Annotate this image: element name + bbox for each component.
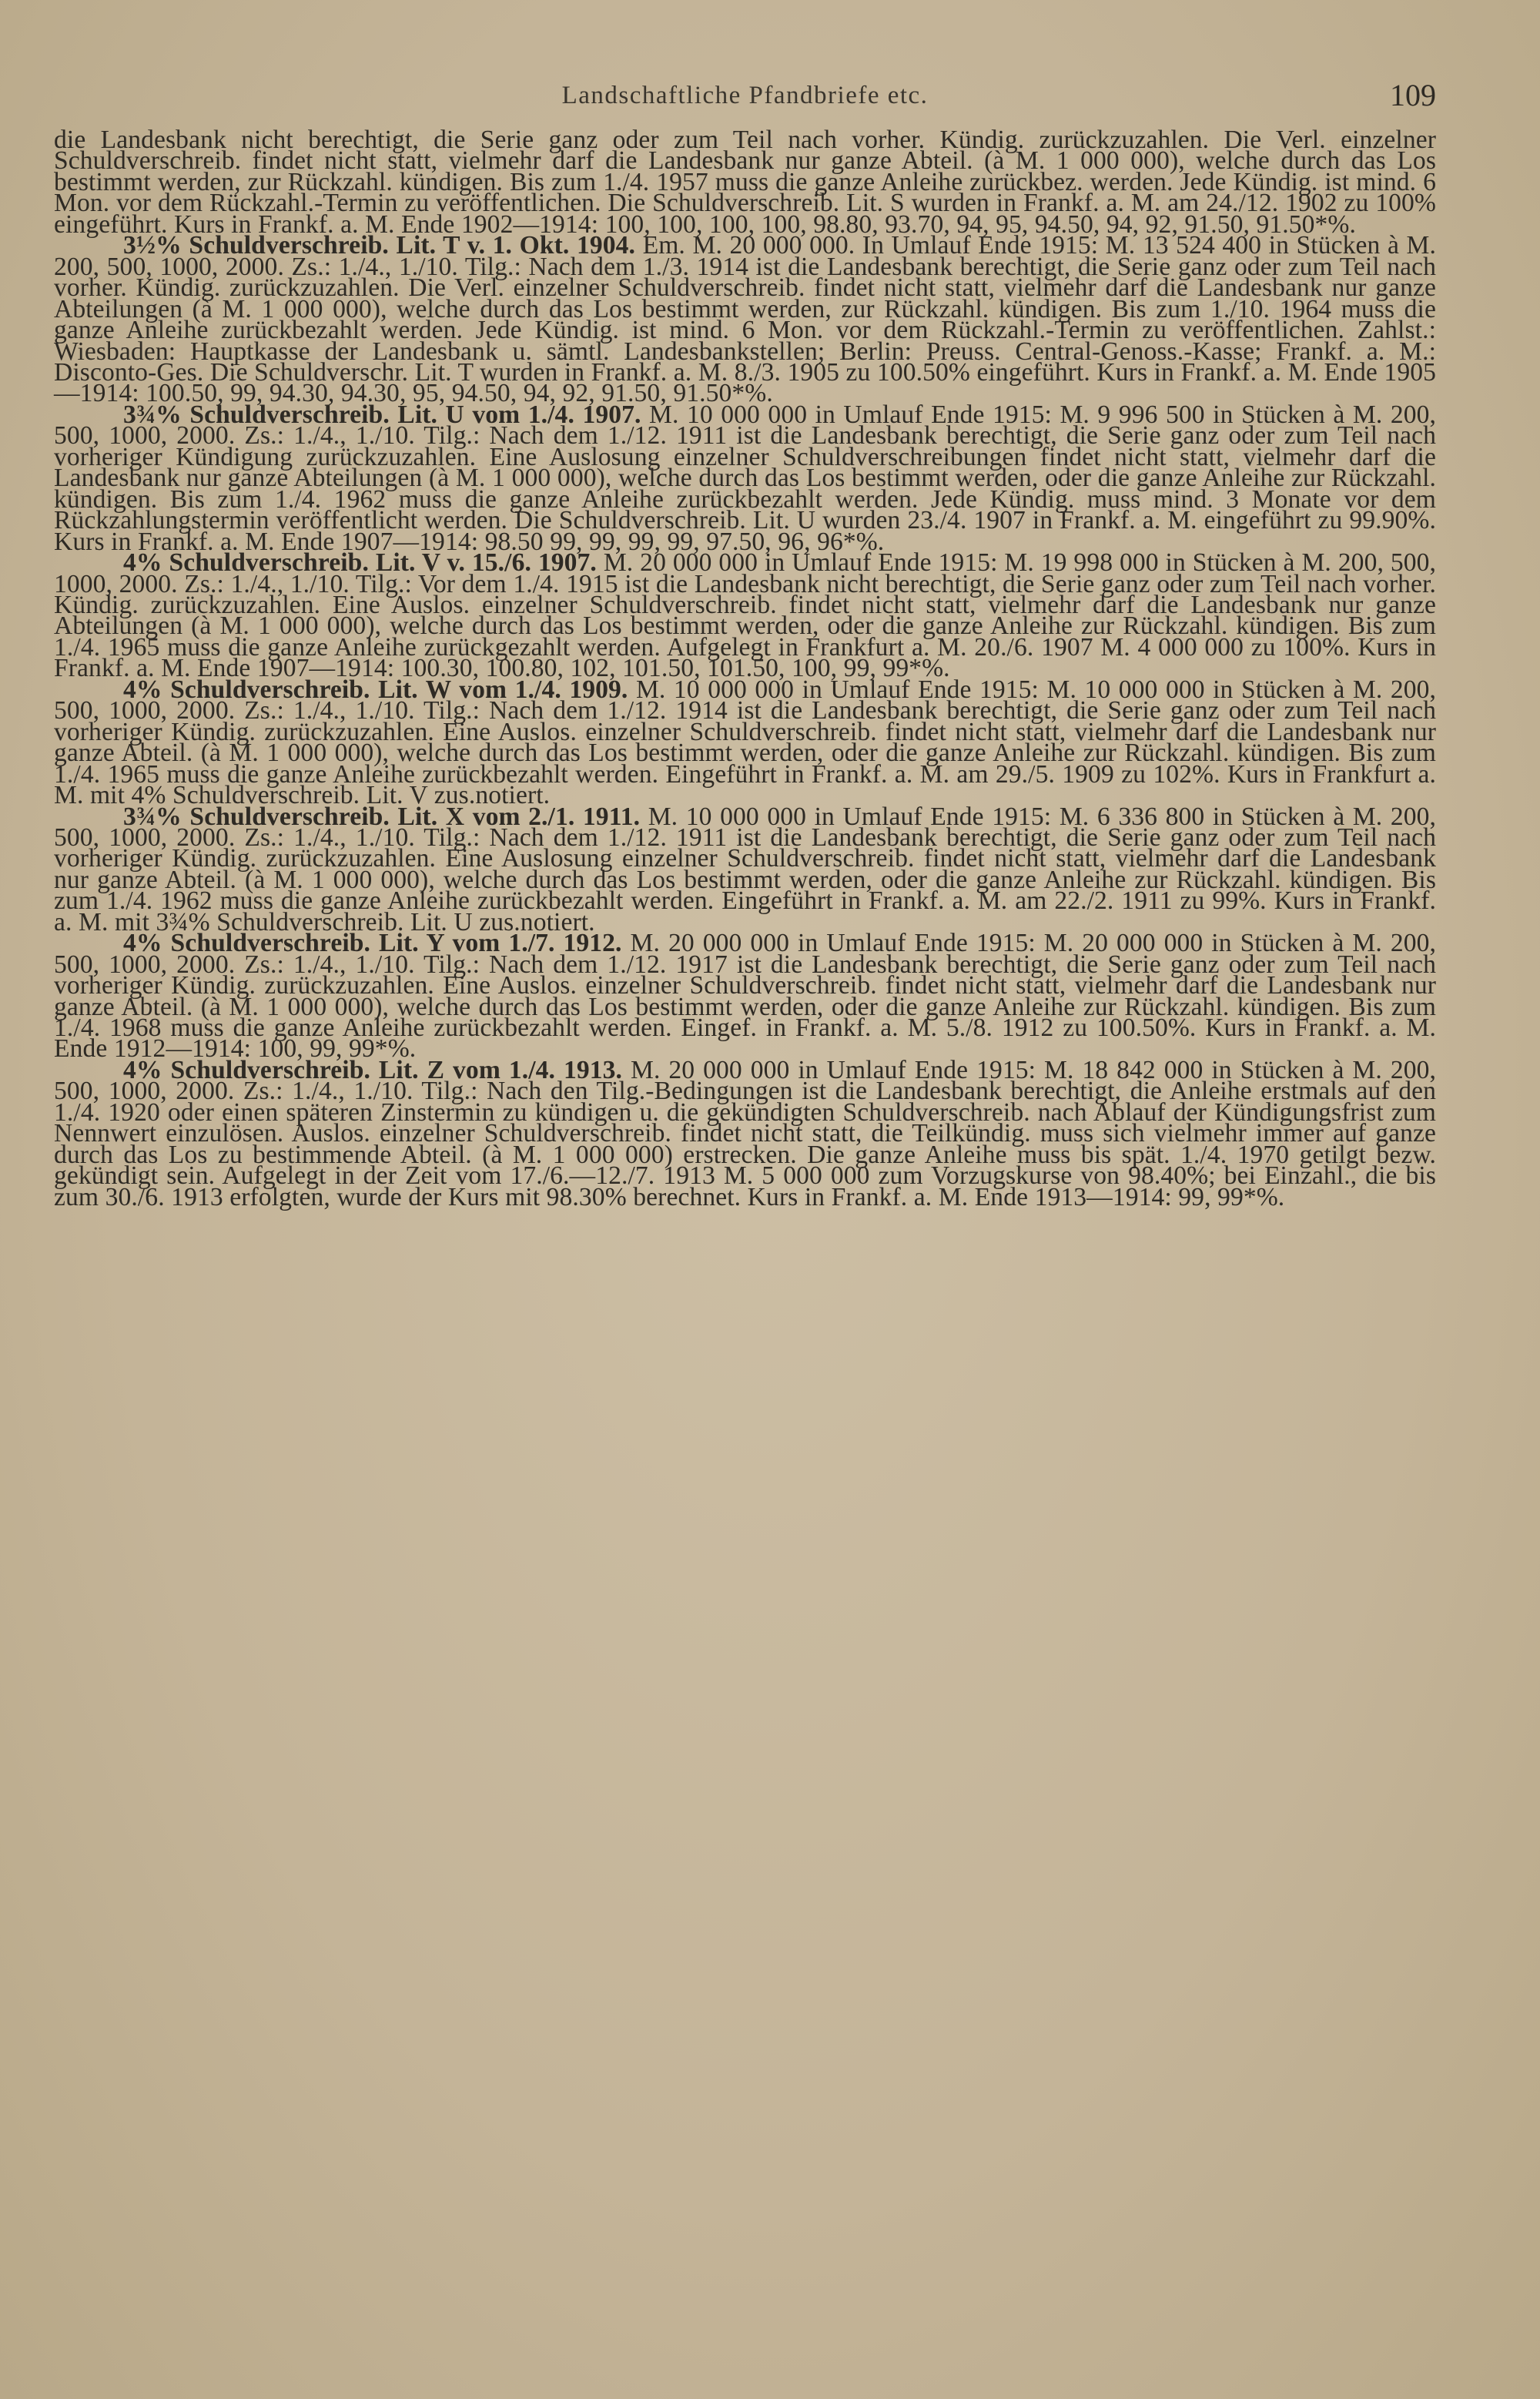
entry-heading: 4% Schuldverschreib. Lit. Z vom 1./4. 1913. [123, 1055, 623, 1084]
entry-heading: 3¾% Schuldverschreib. Lit. U vom 1./4. 1907. [123, 400, 641, 429]
running-title: Landschaftliche Pfandbriefe etc. [561, 82, 929, 109]
paragraph-lit-w [54, 675, 1437, 810]
paragraph-lit-v [54, 548, 1437, 683]
paragraph-lit-u [54, 400, 1436, 556]
paragraph-body: M. 10 000 000 in Umlauf Ende 1915: M. 9 996 500 in Stücken à M. 200, 500, 1000, 2000. Zs.: 1./4., 1./10. Tilg.: Nach dem 1./12. 1911 ist die Landesbank berechtigt, die Serie ganz oder zum Teil nach vorheriger Kündigung zurückzuzahlen. Eine Auslosung einzelner Schuldverschreibungen findet nicht statt, vielmehr darf die Landesbank nur ganze Abteilungen (à M. 1 000 000), welche durch das Los bestimmt werden, oder die ganze Anleihe zur Rückzahl. kündigen. Bis zum 1./4. 1962 muss die ganze Anleihe zurückbezahlt werden. Jede Kündig. muss mind. 3 Monate vor dem Rückzahlungstermin veröffentlicht werden. Die Schuldverschreib. Lit. U wurden 23./4. 1907 in Frankf. a. M. eingeführt zu 99.90%. Kurs in Frankf. a. M. Ende 1907—1914: 98.50 99, 99, 99, 99, 97.50, 96, 96*%. [54, 400, 1436, 556]
paragraph-body: M. 20 000 000 in Umlauf Ende 1915: M. 19 998 000 in Stücken à M. 200, 500, 1000, 2000. Zs.: 1./4., 1./10. Tilg.: Vor dem 1./4. 1915 ist die Landesbank nicht berechtigt, die Serie ganz oder zum Teil nach vorher. Kündig. zurückzuzahlen. Eine Auslos. einzelner Schuldverschreib. findet nicht statt, vielmehr darf die Landesbank nur ganze Abteilungen (à M. 1 000 000), welche durch das Los bestimmt werden, oder die ganze Anleihe zur Rückzahl. kündigen. Bis zum 1./4. 1965 muss die ganze Anleihe zurückgezahlt werden. Aufgelegt in Frankfurt a. M. 20./6. 1907 M. 4 000 000 zu 100%. Kurs in Frankf. a. M. Ende 1907—1914: 100.30, 100.80, 102, 101.50, 101.50, 100, 99, 99*%. [54, 548, 1437, 683]
paragraph-lit-z [54, 1055, 1436, 1211]
body-text [54, 126, 1437, 1211]
paragraph-body: Em. M. 20 000 000. In Umlauf Ende 1915: M. 13 524 400 in Stücken à M. 200, 500, 1000, 2000. Zs.: 1./4., 1./10. Tilg.: Nach dem 1./3. 1914 ist die Landesbank berechtigt, die Serie ganz oder zum Teil nach vorher. Kündig. zurückzuzahlen. Die Verl. einzelner Schuldverschreib. findet nicht statt, vielmehr darf die Landesbank nur ganze Abteilungen (à M. 1 000 000), welche durch das Los bestimmt werden, zur Rückzahl. kündigen. Bis zum 1./10. 1964 muss die ganze Anleihe zurückbezahlt werden. Jede Kündig. ist mind. 6 Mon. vor dem Rückzahl.-Termin zu veröffentlichen. Zahlst.: Wiesbaden: Hauptkasse der Landesbank u. sämtl. Landesbankstellen; Berlin: Preuss. Central-Genoss.-Kasse; Frankf. a. M.: Disconto-Ges. Die Schuldverschr. Lit. T wurden in Frankf. a. M. 8./3. 1905 zu 100.50% eingeführt. Kurs in Frankf. a. M. Ende 1905—1914: 100.50, 99, 94.30, 94.30, 95, 94.50, 94, 92, 91.50, 91.50*%. [54, 231, 1436, 408]
paragraph-lit-x [54, 802, 1436, 936]
page-number: 109 [1390, 78, 1436, 112]
entry-heading: 4% Schuldverschreib. Lit. Y vom 1./7. 1912. [123, 929, 622, 958]
entry-heading: 3¾% Schuldverschreib. Lit. X vom 2./1. 1911. [123, 802, 641, 831]
entry-heading: 4% Schuldverschreib. Lit. V v. 15./6. 1907. [123, 548, 597, 578]
paragraph-body: die Landesbank nicht berechtigt, die Serie ganz oder zum Teil nach vorher. Kündig. zurückzuzahlen. Die Verl. einzelner Schuldverschreib. findet nicht statt, vielmehr darf die Landesbank nur ganze Abteil. (à M. 1 000 000), welche durch das Los bestimmt werden, zur Rückzahl. kündigen. Bis zum 1./4. 1957 muss die ganze Anleihe zurückbez. werden. Jede Kündig. ist mind. 6 Mon. vor dem Rückzahl.-Termin zu veröffentlichen. Die Schuldverschreib. Lit. S wurden in Frankf. a. M. am 24./12. 1902 zu 100% eingeführt. Kurs in Frankf. a. M. Ende 1902—1914: 100, 100, 100, 100, 98.80, 93.70, 94, 95, 94.50, 94, 92, 91.50, 91.50*%. [54, 126, 1436, 239]
paragraph-body: M. 20 000 000 in Umlauf Ende 1915: M. 20 000 000 in Stücken à M. 200, 500, 1000, 2000. Zs.: 1./4., 1./10. Tilg.: Nach dem 1./12. 1917 ist die Landesbank berechtigt, die Serie ganz oder zum Teil nach vorheriger Kündig. zurückzuzahlen. Eine Auslos. einzelner Schuldverschreib. findet nicht statt, vielmehr darf die Landesbank nur ganze Abteil. (à M. 1 000 000), welche durch das Los bestimmt werden, oder die ganze Anleihe zur Rückzahl. kündigen. Bis zum 1./4. 1968 muss die ganze Anleihe zurückbezahlt werden. Eingef. in Frankf. a. M. 5./8. 1912 zu 100.50%. Kurs in Frankf. a. M. Ende 1912—1914: 100, 99, 99*%. [54, 929, 1436, 1064]
paragraph-lit-y [54, 929, 1436, 1064]
entry-heading: 4% Schuldverschreib. Lit. W vom 1./4. 1909. [123, 675, 628, 704]
paragraph-continuation [54, 126, 1436, 239]
paragraph-body: M. 10 000 000 in Umlauf Ende 1915: M. 10 000 000 in Stücken à M. 200, 500, 1000, 2000. Zs.: 1./4., 1./10. Tilg.: Nach dem 1./12. 1914 ist die Landesbank berechtigt, die Serie ganz oder zum Teil nach vorheriger Kündig. zurückzuzahlen. Eine Auslos. einzelner Schuldverschreib. findet nicht statt, vielmehr darf die Landesbank nur ganze Abteil. (à M. 1 000 000), welche durch das Los bestimmt werden, oder die ganze Anleihe zur Rückzahl. kündigen. Bis zum 1./4. 1965 muss die ganze Anleihe zurückbezahlt werden. Eingeführt in Frankf. a. M. am 29./5. 1909 zu 102%. Kurs in Frankfurt a. M. mit 4% Schuldverschreib. Lit. V zus.notiert. [54, 675, 1437, 810]
paragraph-body: M. 20 000 000 in Umlauf Ende 1915: M. 18 842 000 in Stücken à M. 200, 500, 1000, 2000. Zs.: 1./4., 1./10. Tilg.: Nach den Tilg.-Bedingungen ist die Landesbank berechtigt, die Anleihe erstmals auf den 1./4. 1920 oder einen späteren Zinstermin zu kündigen u. die gekündigten Schuldverschreib. nach Ablauf der Kündigungsfrist zum Nennwert einzulösen. Auslos. einzelner Schuldverschreib. findet nicht statt, die Teilkündig. muss sich vielmehr immer auf ganze durch das Los zu bestimmende Abteil. (à M. 1 000 000) erstrecken. Die ganze Anleihe muss bis spät. 1./4. 1970 getilgt bezw. gekündigt sein. Aufgelegt in der Zeit vom 17./6.—12./7. 1913 M. 5 000 000 zum Vorzugskurse von 98.40%; bei Einzahl., die bis zum 30./6. 1913 erfolgten, wurde der Kurs mit 98.30% berechnet. Kurs in Frankf. a. M. Ende 1913—1914: 99, 99*%. [54, 1055, 1436, 1211]
running-head [54, 69, 1436, 129]
book-page [54, 69, 1437, 1211]
entry-heading: 3½% Schuldverschreib. Lit. T v. 1. Okt. 1904. [123, 231, 636, 260]
paragraph-body: M. 10 000 000 in Umlauf Ende 1915: M. 6 336 800 in Stücken à M. 200, 500, 1000, 2000. Zs.: 1./4., 1./10. Tilg.: Nach dem 1./12. 1911 ist die Landesbank berechtigt, die Serie ganz oder zum Teil nach vorheriger Kündig. zurückzuzahlen. Eine Auslosung einzelner Schuldverschreib. findet nicht statt, vielmehr darf die Landesbank nur ganze Abteil. (à M. 1 000 000), welche durch das Los bestimmt werden, oder die ganze Anleihe zur Rückzahl. kündigen. Bis zum 1./4. 1962 muss die ganze Anleihe zurückbezahlt werden. Eingeführt in Frankf. a. M. am 22./2. 1911 zu 99%. Kurs in Frankf. a. M. mit 3¾% Schuldverschreib. Lit. U zus.notiert. [54, 802, 1436, 936]
paragraph-lit-t [54, 231, 1436, 408]
